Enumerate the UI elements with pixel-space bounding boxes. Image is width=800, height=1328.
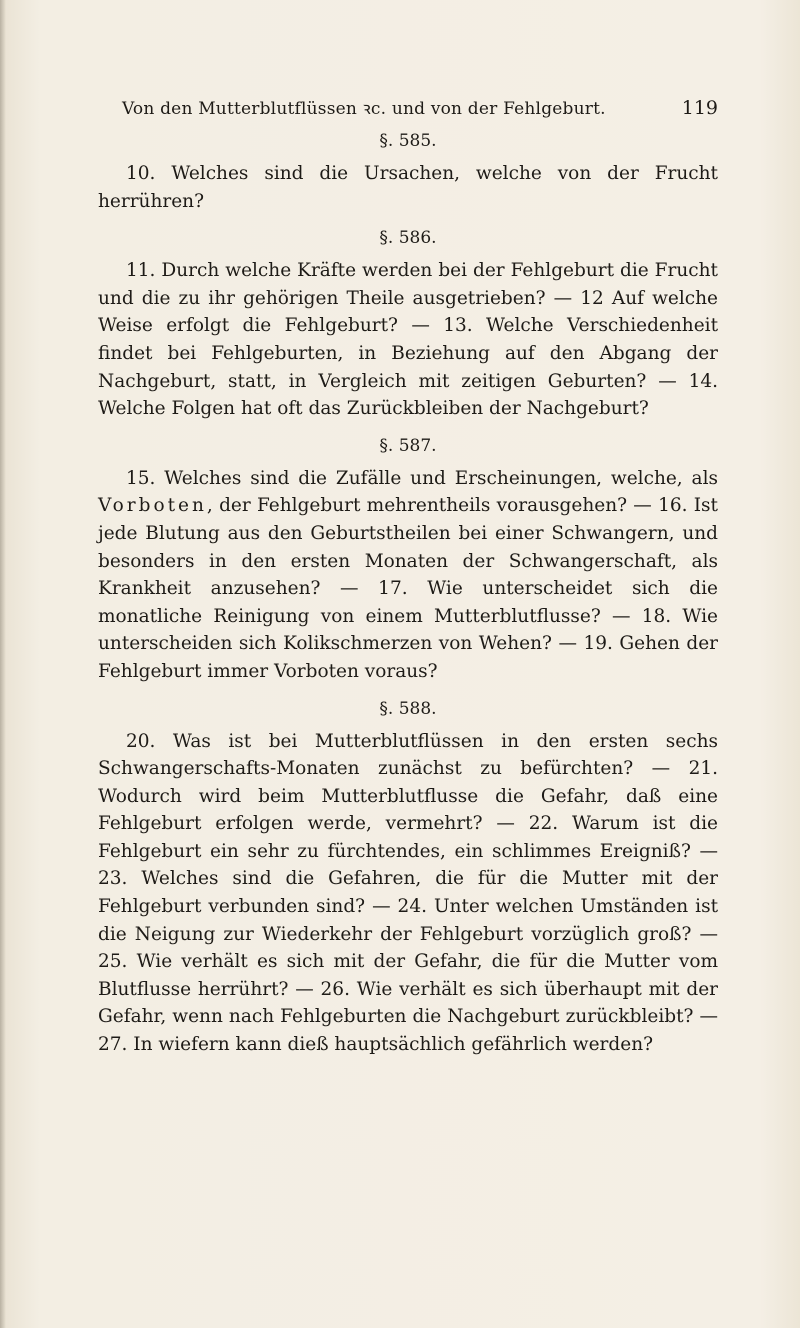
emphasized-term: Vorboten: [98, 495, 207, 517]
page-content: [98, 128, 718, 1069]
page-number: 119: [681, 97, 718, 119]
paragraph-587-part-1: 15. Welches sind die Zufälle und Erscheinungen, welche, als: [126, 467, 718, 489]
section-heading-585: §. 585.: [379, 131, 437, 151]
section-heading-588: §. 588.: [379, 698, 437, 719]
paragraph-586: 11. Durch welche Kräfte werden bei der Fehlgeburt die Frucht und die zu ihr gehörigen Theile ausgetrieben? — 12 Auf welche Weise erfolgt die Fehlgeburt? — 13. Welche Verschiedenheit findet bei Fehlgeburten, in Beziehung auf den Abgang der Nachgeburt, statt, in Vergleich mit zeitigen Geburten? — 14. Welche Folgen hat oft das Zurückbleiben der Nachgeburt?: [98, 260, 718, 420]
paragraph-585: 10. Welches sind die Ursachen, welche von der Frucht herrühren?: [98, 163, 718, 212]
section-heading-586: §. 586.: [379, 228, 437, 249]
section-heading-587: §. 587.: [379, 435, 437, 456]
paragraph-587: [98, 465, 718, 686]
paragraph-588: 20. Was ist bei Mutterblutflüssen in den ersten sechs Schwangerschafts-Monaten zunächst zu befürchten? — 21. Wodurch wird beim Mutterblutflusse die Gefahr, daß eine Fehlgeburt erfolgen werde, vermehrt? — 22. Warum ist die Fehlgeburt ein sehr zu fürchtendes, ein schlimmes Ereigniß? — 23. Welches sind die Gefahren, die für die Mutter mit der Fehlgeburt verbunden sind? — 24. Unter welchen Umständen ist die Neigung zur Wiederkehr der Fehlgeburt vorzüglich groß? — 25. Wie verhält es sich mit der Gefahr, die für die Mutter vom Blutflusse herrührt? — 26. Wie verhält es sich überhaupt mit der Gefahr, wenn nach Fehlgeburten die Nachgeburt zurückbleibt? — 27. In wiefern kann dieß hauptsächlich gefährlich werden?: [98, 730, 718, 1056]
running-title: Von den Mutterblutflüssen ꝛc. und von der Fehlgeburt.: [122, 99, 606, 119]
paragraph-587-part-2: , der Fehlgeburt mehrentheils vorausgehen? — 16. Ist jede Blutung aus den Geburtstheilen bei einer Schwangern, und besonders in den ersten Monaten der Schwangerschaft, als Krankheit anzusehen? — 17. Wie unterscheidet sich die monatliche Reinigung von einem Mutterblutflusse? — 18. Wie unterscheiden sich Kolikschmerzen von Wehen? — 19. Gehen der Fehlgeburt immer Vorboten voraus?: [98, 495, 718, 682]
page-header: [122, 96, 718, 119]
binding-edge: [0, 0, 6, 1328]
